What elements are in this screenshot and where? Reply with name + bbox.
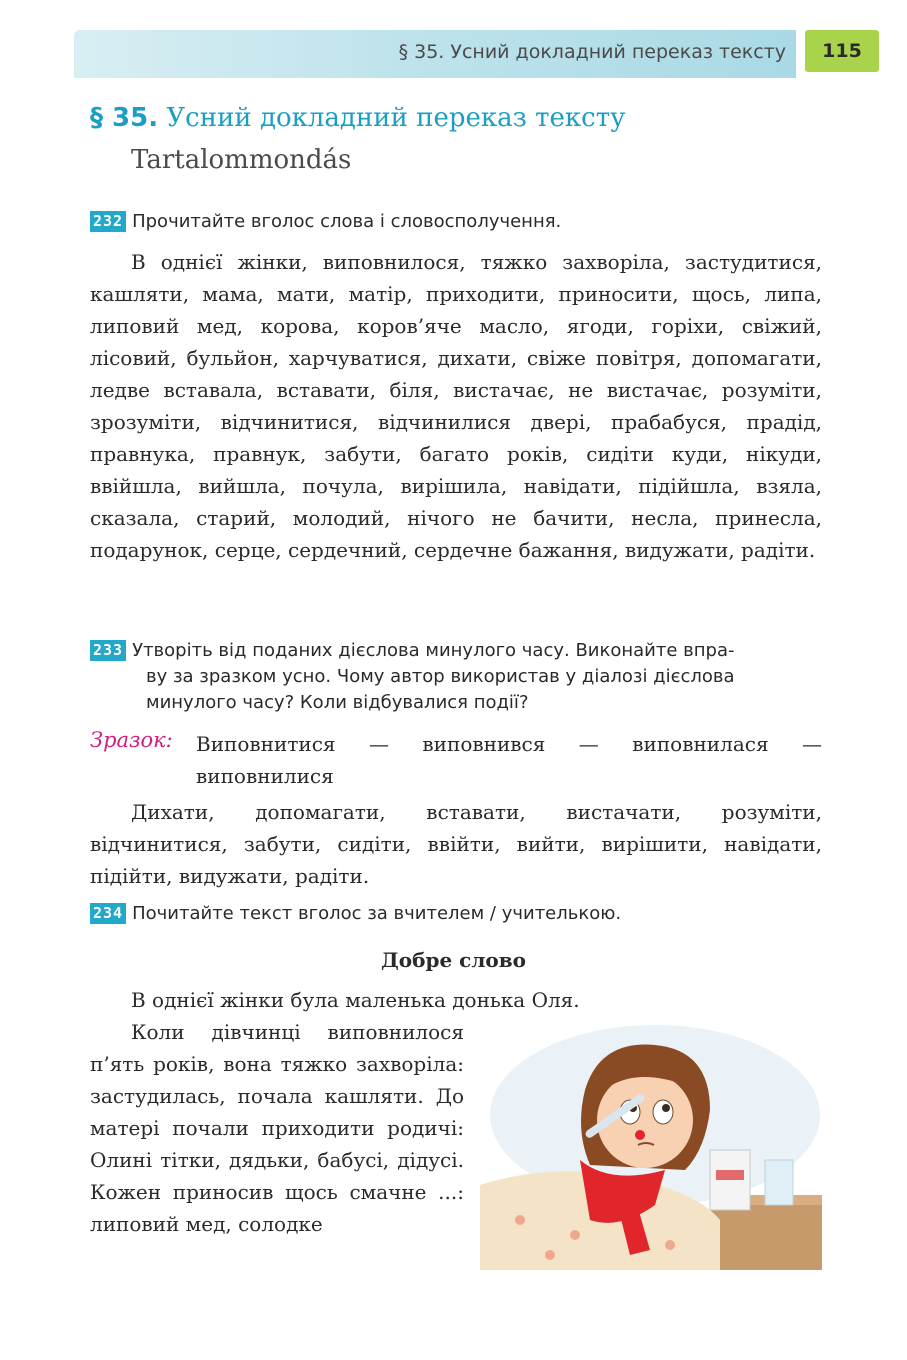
sample-text: Виповнитися — виповнився — виповнилася — виповнилися: [196, 732, 822, 788]
section-subtitle: Tartalommondás: [131, 145, 352, 175]
exercise-number-badge: 232: [90, 211, 126, 232]
exercise-232-instruction: [90, 209, 822, 235]
section-number: § 35.: [90, 103, 159, 133]
page-number: 115: [805, 30, 879, 72]
story-paragraph-2: Коли дівчинці виповнилося п’ять років, вона тяжко захворіла: застудилась, почала кашляти. До матері почали приходити родичі: Олині тітки, дядьки, бабусі, дідусі. Кожен приносив щось смачне ...: липовий мед, солодке: [90, 1020, 464, 1236]
story-paragraph-1: В однієї жінки була маленька донька Оля.: [131, 988, 580, 1012]
sick-girl-illustration: [480, 1020, 822, 1270]
exercise-instruction-text: Почитайте текст вголос за вчителем / учителькою.: [132, 903, 622, 924]
exercise-instruction-text: Прочитайте вголос слова і словосполучення.: [132, 211, 562, 232]
section-title-text: Усний докладний переказ тексту: [166, 103, 626, 133]
running-header-bar: [74, 30, 796, 78]
exercise-233-verb-list: Дихати, допомагати, вставати, вистачати, розуміти, відчинитися, забути, сидіти, ввійти, вийти, вирішити, навідати, підійти, видужати, радіти.: [90, 800, 822, 888]
running-header-title: § 35. Усний докладний переказ тексту: [398, 41, 786, 63]
exercise-number-badge: 233: [90, 640, 126, 661]
exercise-234-instruction: [90, 901, 822, 927]
story-title: Добре слово: [381, 948, 526, 972]
exercise-232-word-list: В однієї жінки, виповнилося, тяжко захворіла, застудитися, кашляти, мама, мати, матір, приходити, приносити, щось, липа, липовий мед, корова, коров’яче масло, ягоди, горіхи, свіжий, лісовий, бульйон, харчуватися, дихати, свіже повітря, допомагати, ледве вставала, вставати, біля, вистачає, не вистачає, розуміти, зрозуміти, відчинитися, відчинилися двері, прабабуся, прадід, правнука, правнук, забути, багато років, сидіти куди, нікуди, ввійшла, вийшла, почула, вирішила, навідати, підійшла, взяла, сказала, старий, молодий, нічого не бачити, несла, принесла, подарунок, серце, сердечний, сердечне бажання, видужати, радіти.: [90, 250, 822, 562]
section-title: [90, 103, 625, 133]
exercise-233-instruction: [90, 638, 822, 716]
exercise-number-badge: 234: [90, 903, 126, 924]
sample-label: Зразок:: [90, 728, 173, 752]
glass-icon: [765, 1160, 793, 1205]
exercise-instruction-text: Утворіть від поданих дієслова минулого часу. Виконайте впра-: [132, 640, 735, 661]
exercise-instruction-continuation: ву за зразком усно. Чому автор використав у діалозі дієслова минулого часу? Коли відбувалися події?: [146, 666, 735, 713]
